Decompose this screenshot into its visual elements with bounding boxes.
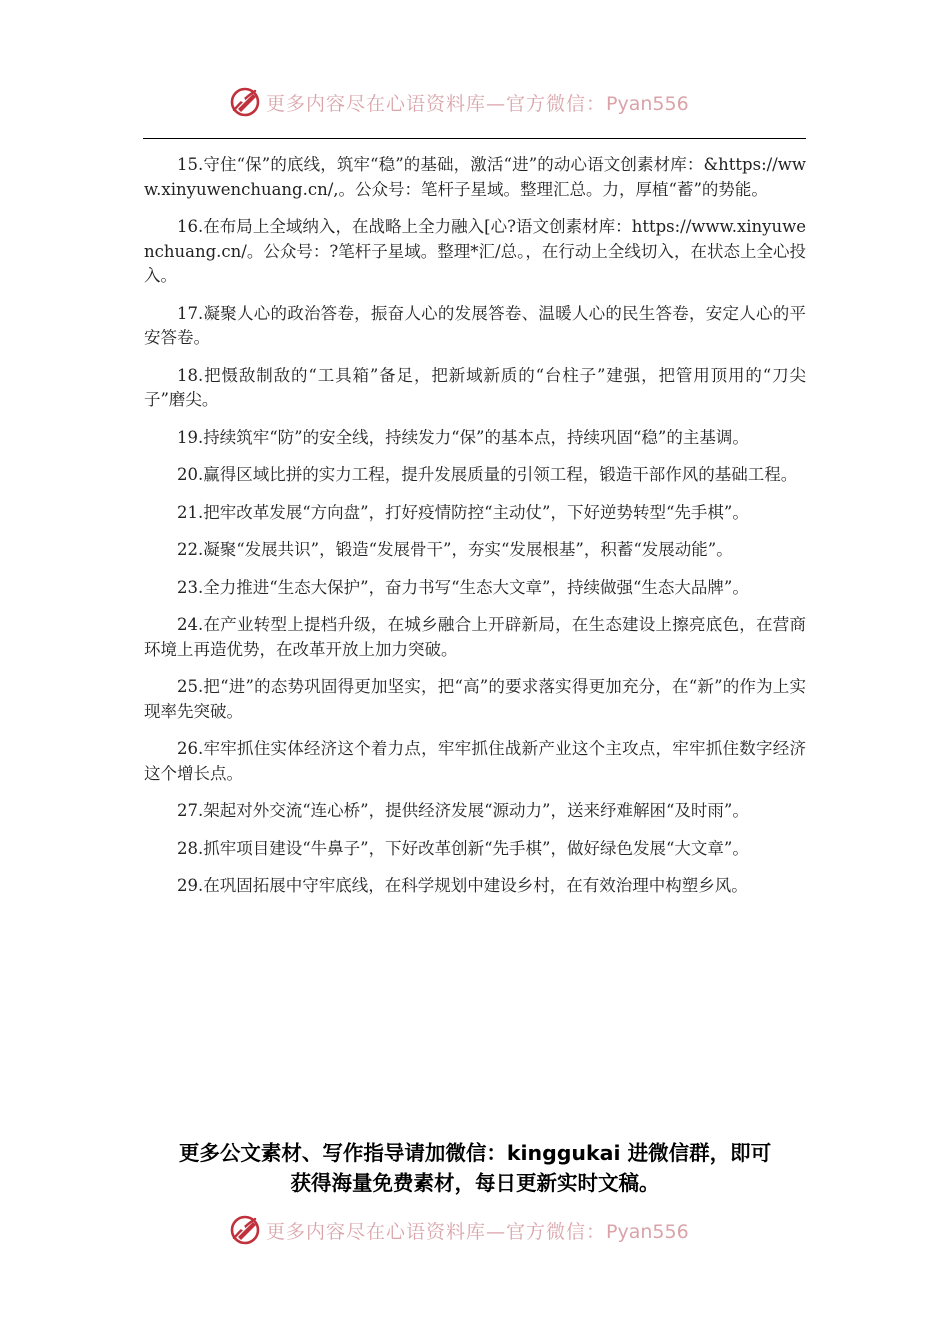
paragraph-21: 21.把牢改革发展“方向盘”，打好疫情防控“主动仗”，下好逆势转型“先手棋”。	[177, 502, 749, 522]
banner-wechat-id: Pyan556	[606, 92, 689, 115]
header-banner-text	[266, 89, 689, 116]
paragraph-22: 22.凝聚“发展共识”，锻造“发展骨干”，夯实“发展根基”，积蓄“发展动能”。	[177, 540, 733, 559]
paragraph-23: 23.全力推进“生态大保护”，奋力书写“生态大文章”，持续做强“生态大品牌”。	[177, 577, 749, 597]
paragraph-16: 16.在布局上全域纳入，在战略上全力融入[心?语文创素材库：https://www.xinyuwenchuang.cn/。公众号：?笔杆子星域。整理*汇/总。，在行动上全线切入，在状态上全心投入。	[144, 217, 806, 285]
paragraph-15: 15.守住“保”的底线，筑牢“稳”的基础，激活“进”的动心语文创素材库：&https://www.xinyuwenchuang.cn/,。公众号：笔杆子星域。整理汇总。力，厚植“蓄”的势能。	[144, 155, 806, 199]
paragraph-18: 18.把慑敌制敌的“工具箱”备足，把新域新质的“台柱子”建强，把管用顶用的“刀尖子”磨尖。	[144, 365, 806, 409]
footer-banner	[0, 1210, 950, 1250]
promo-line-1: 更多公文素材、写作指导请加微信：kinggukai 进微信群，即可	[178, 1141, 772, 1165]
header-banner-content	[228, 82, 689, 122]
paragraph-20: 20.赢得区域比拼的实力工程，提升发展质量的引领工程，锻造干部作风的基础工程。	[177, 465, 798, 484]
paragraph-19: 19.持续筑牢“防”的安全线，持续发力“保”的基本点，持续巩固“稳”的主基调。	[177, 427, 749, 447]
paragraph-25: 25.把“进”的态势巩固得更加坚实，把“高”的要求落实得更加充分，在“新”的作为上实现率先突破。	[144, 677, 806, 721]
paragraph-29: 29.在巩固拓展中守牢底线，在科学规划中建设乡村，在有效治理中构塑乡风。	[177, 876, 748, 895]
promo-block	[120, 1138, 830, 1198]
document-body	[144, 153, 806, 912]
banner-prefix: 更多内容尽在心语资料库—官方微信：	[266, 92, 607, 115]
footer-banner-text	[266, 1217, 689, 1244]
pen-logo-icon	[228, 1213, 262, 1247]
promo-line-2: 获得海量免费素材，每日更新实时文稿。	[290, 1171, 660, 1195]
paragraph-24: 24.在产业转型上提档升级，在城乡融合上开辟新局，在生态建设上擦亮底色，在营商环境上再造优势，在改革开放上加力突破。	[144, 615, 806, 659]
banner-prefix: 更多内容尽在心语资料库—官方微信：	[266, 1220, 607, 1243]
paragraph-17: 17.凝聚人心的政治答卷，振奋人心的发展答卷、温暖人心的民生答卷，安定人心的平安答卷。	[144, 303, 806, 347]
header-banner	[0, 82, 950, 122]
header-divider	[143, 138, 806, 139]
paragraph-28: 28.抓牢项目建设“牛鼻子”，下好改革创新“先手棋”，做好绿色发展“大文章”。	[177, 838, 749, 858]
paragraph-27: 27.架起对外交流“连心桥”，提供经济发展“源动力”，送来纾难解困“及时雨”。	[177, 801, 749, 820]
banner-wechat-id: Pyan556	[606, 1220, 689, 1243]
footer-banner-content	[228, 1210, 689, 1250]
paragraph-26: 26.牢牢抓住实体经济这个着力点，牢牢抓住战新产业这个主攻点，牢牢抓住数字经济这个增长点。	[144, 739, 806, 783]
pen-logo-icon	[228, 85, 262, 119]
